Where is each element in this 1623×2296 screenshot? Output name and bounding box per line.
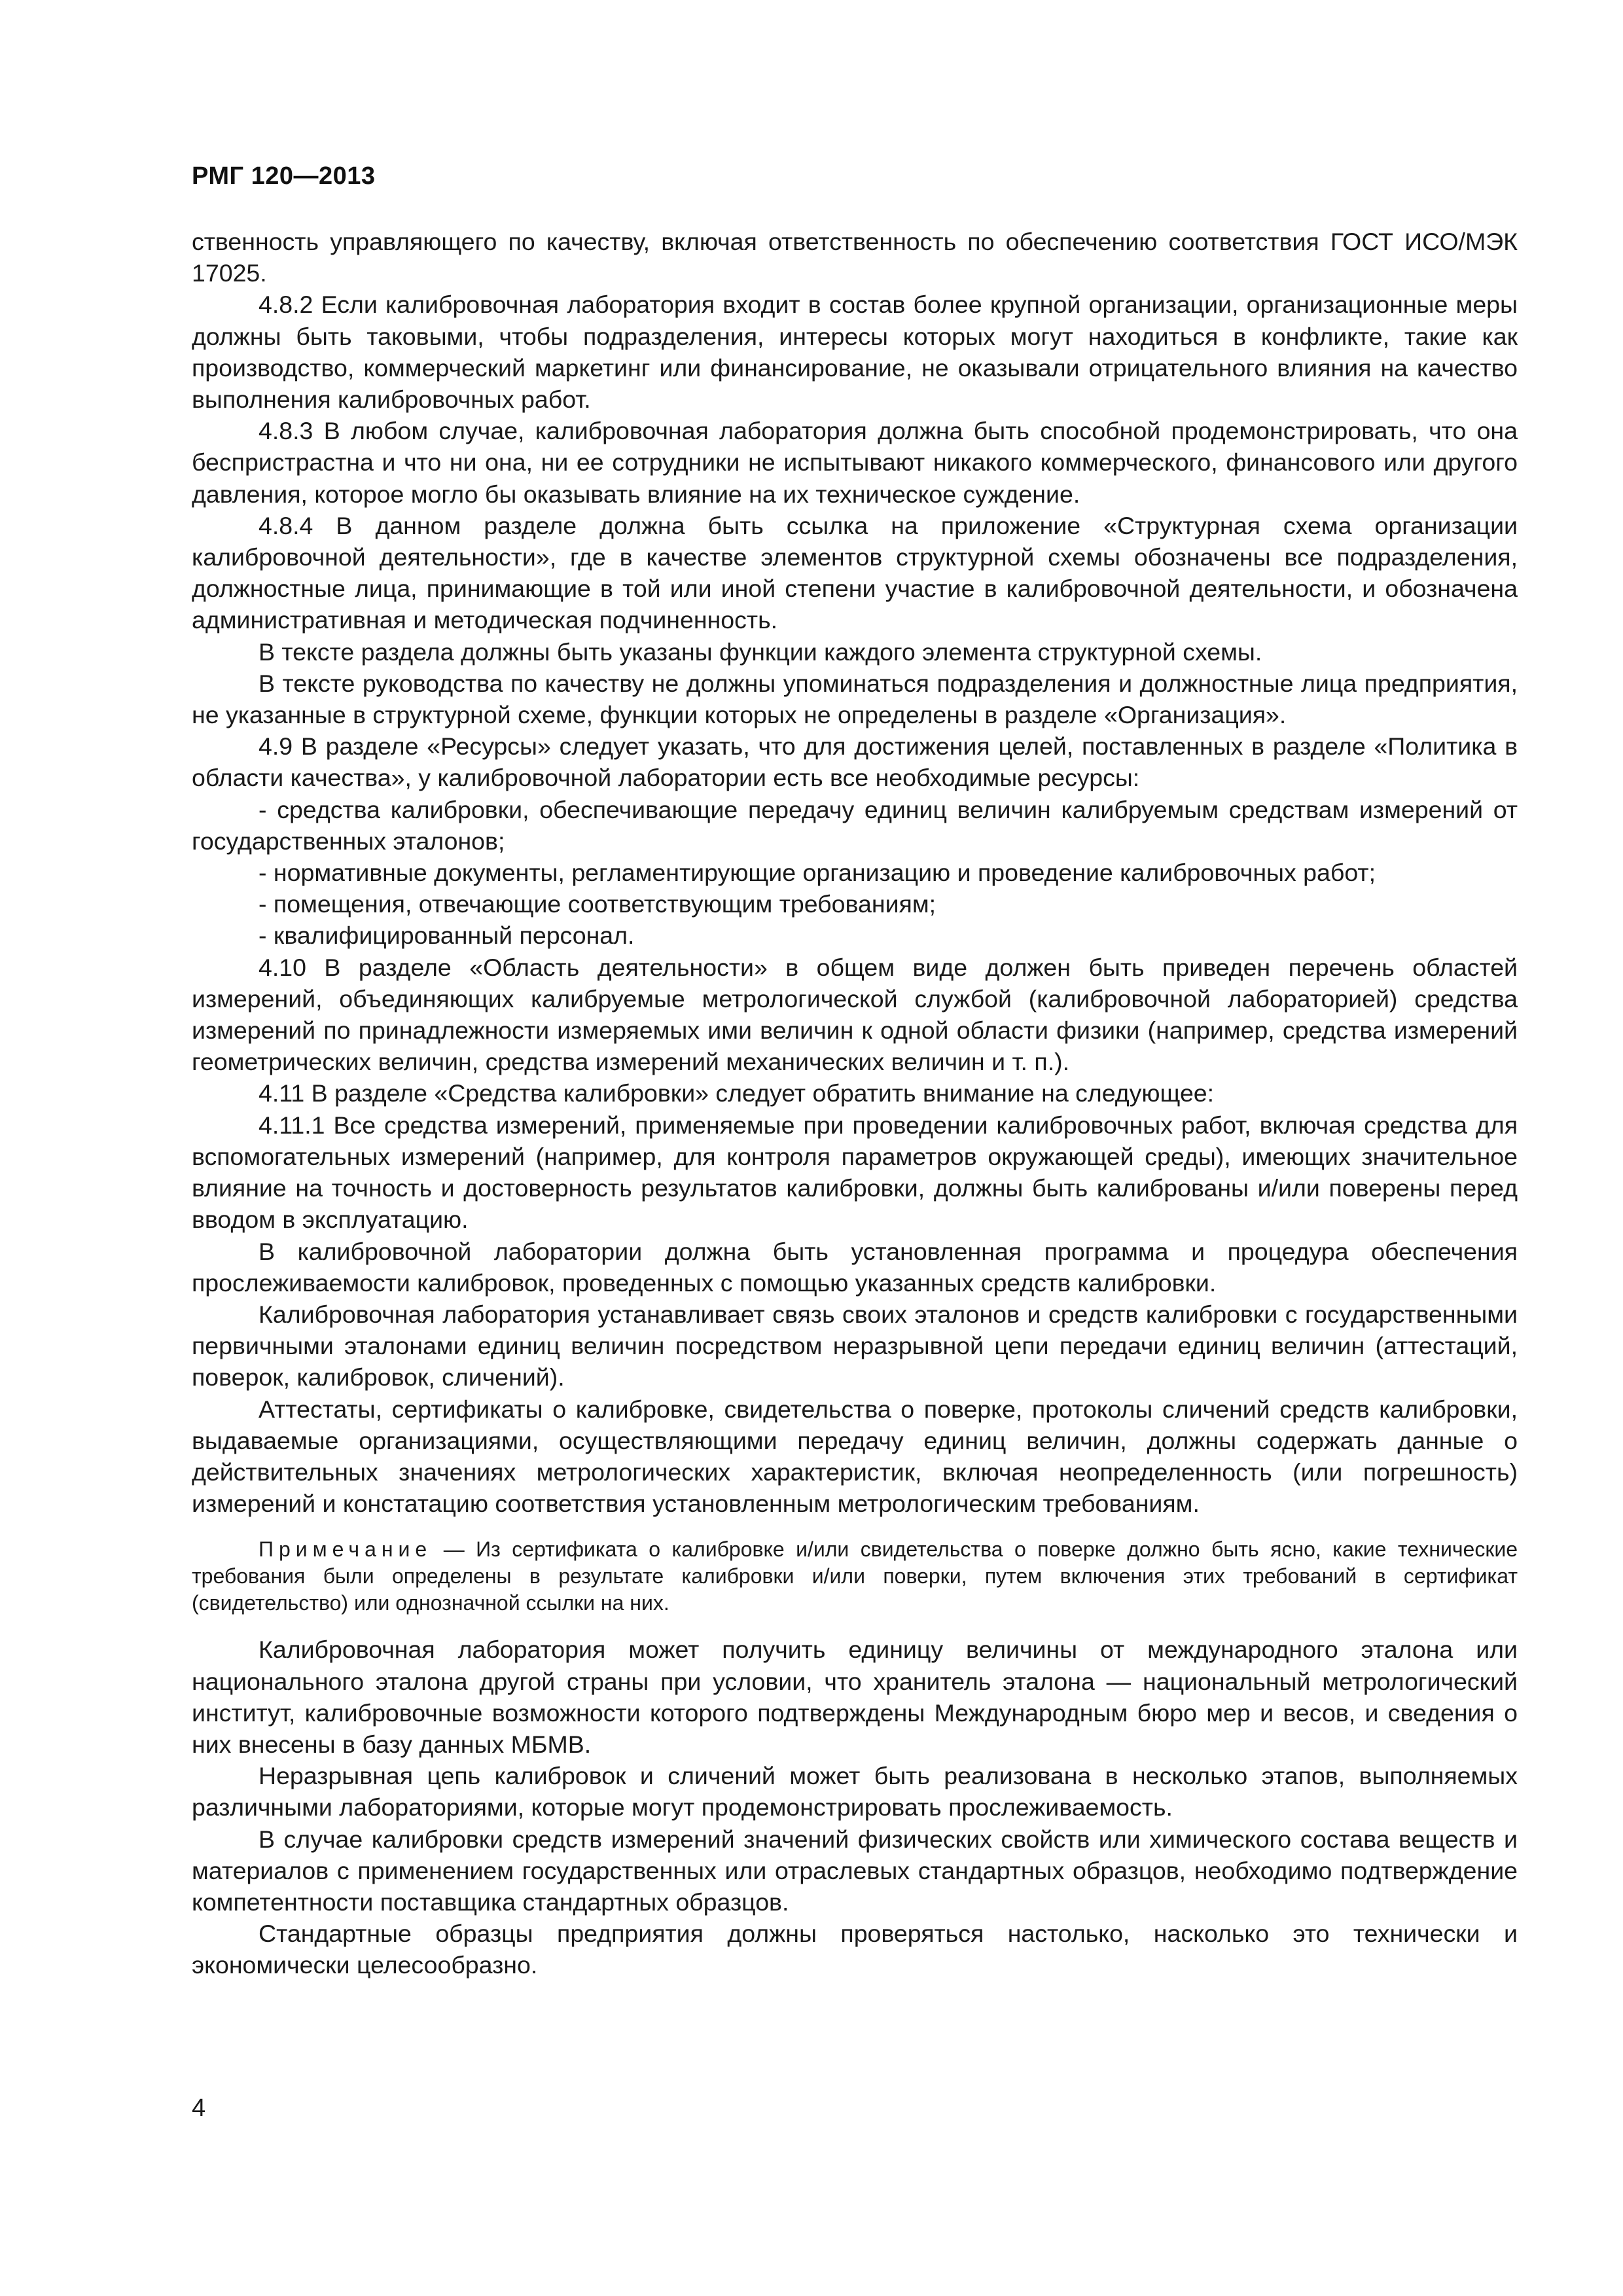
paragraph-4-11-1: 4.11.1 Все средства измерений, применяемые при проведении калибровочных работ, включая средства для вспомогательных измерений (например, для контроля параметров окружающей среды), имеющих значительное влияние на точность и достоверность результатов калибровки, должны быть калиброваны и/или поверены перед вводом в эксплуатацию. xyxy=(192,1111,1518,1234)
paragraph: Калибровочная лаборатория устанавливает связь своих эталонов и средств калибровки с государственными первичными эталонами единиц величин посредством неразрывной цепи передачи единиц величин (аттестаций, поверок, калибровок, сличений). xyxy=(192,1300,1518,1391)
paragraph: В калибровочной лаборатории должна быть установленная программа и процедура обеспечения прослеживаемости калибровок, проведенных с помощью указанных средств калибровки. xyxy=(192,1237,1518,1297)
paragraph-4-10: 4.10 В разделе «Область деятельности» в общем виде должен быть приведен перечень областей измерений, объединяющих калибруемые метрологической службой (калибровочной лабораторией) средства измерений по принадлежности измеряемых ими величин к одной области физики (например, средства измерений геометрических величин, средства измерений механических величин и т. п.). xyxy=(192,953,1518,1076)
paragraph: Стандартные образцы предприятия должны проверяться настолько, насколько это технически и экономически целесообразно. xyxy=(192,1920,1518,1979)
paragraph-4-9: 4.9 В разделе «Ресурсы» следует указать, что для достижения целей, поставленных в разделе «Политика в области качества», у калибровочной лаборатории есть все необходимые ресурсы: xyxy=(192,732,1518,792)
list-item: - средства калибровки, обеспечивающие передачу единиц величин калибруемым средствам измерений от государственных эталонов; xyxy=(192,795,1518,855)
document-body xyxy=(192,226,1518,1981)
list-item: - помещения, отвечающие соответствующим требованиям; xyxy=(259,890,936,918)
paragraph: Неразрывная цепь калибровок и сличений может быть реализована в несколько этапов, выполняемых различными лабораториями, которые могут продемонстрировать прослеживаемость. xyxy=(192,1762,1518,1821)
note-block xyxy=(192,1536,1518,1617)
paragraph: Калибровочная лаборатория может получить единицу величины от международного эталона или национального эталона другой страны при условии, что хранитель эталона — национальный метрологический институт, калибровочные возможности которого подтверждены Международным бюро мер и весов, и сведения о них внесены в базу данных МБМВ. xyxy=(192,1636,1518,1758)
paragraph: В тексте руководства по качеству не должны упоминаться подразделения и должностные лица предприятия, не указанные в структурной схеме, функции которых не определены в разделе «Организация». xyxy=(192,669,1518,729)
paragraph: В случае калибровки средств измерений значений физических свойств или химического состава веществ и материалов с применением государственных или отраслевых стандартных образцов, необходимо подтверждение компетентности поставщика стандартных образцов. xyxy=(192,1825,1518,1916)
document-code-header: РМГ 120—2013 xyxy=(192,162,376,190)
list-item: - квалифицированный персонал. xyxy=(259,922,635,950)
page-number: 4 xyxy=(192,2094,206,2122)
paragraph: ственность управляющего по качеству, включая ответственность по обеспечению соответствия ГОСТ ИСО/МЭК 17025. xyxy=(192,228,1518,287)
paragraph-4-8-3: 4.8.3 В любом случае, калибровочная лаборатория должна быть способной продемонстрировать, что она беспристрастна и что ни она, ни ее сотрудники не испытывают никакого коммерческого, финансового или другого давления, которое могло бы оказывать влияние на их техническое суждение. xyxy=(192,417,1518,508)
list-item: - нормативные документы, регламентирующие организацию и проведение калибровочных работ; xyxy=(259,859,1376,887)
note-label: Примечание xyxy=(259,1537,433,1562)
paragraph: Аттестаты, сертификаты о калибровке, свидетельства о поверке, протоколы сличений средств калибровки, выдаваемые организациями, осуществляющими передачу единиц величин, должны содержать данные о действительных значениях метрологических характеристик, включая неопределенность (или погрешность) измерений и констатацию соответствия установленным метрологическим требованиям. xyxy=(192,1395,1518,1518)
paragraph: В тексте раздела должны быть указаны функции каждого элемента структурной схемы. xyxy=(259,637,1262,666)
note-text: — Из сертификата о калибровке и/или свидетельства о поверке должно быть ясно, какие технические требования были определены в результате калибровки и/или поверки, путем включения этих требований в сертификат (свидетельство) или однозначной ссылки на них. xyxy=(192,1537,1518,1615)
paragraph-4-8-4: 4.8.4 В данном разделе должна быть ссылка на приложение «Структурная схема организации калибровочной деятельности», где в качестве элементов структурной схемы обозначены все подразделения, должностные лица, принимающие в той или иной степени участие в калибровочной деятельности, и обозначена административная и методическая подчиненность. xyxy=(192,511,1518,634)
paragraph-4-11: 4.11 В разделе «Средства калибровки» следует обратить внимание на следующее: xyxy=(259,1079,1215,1107)
paragraph-4-8-2: 4.8.2 Если калибровочная лаборатория входит в состав более крупной организации, организационные меры должны быть таковыми, чтобы подразделения, интересы которых могут находиться в конфликте, такие как производство, коммерческий маркетинг или финансирование, не оказывали отрицательного влияния на качество выполнения калибровочных работ. xyxy=(192,291,1518,414)
